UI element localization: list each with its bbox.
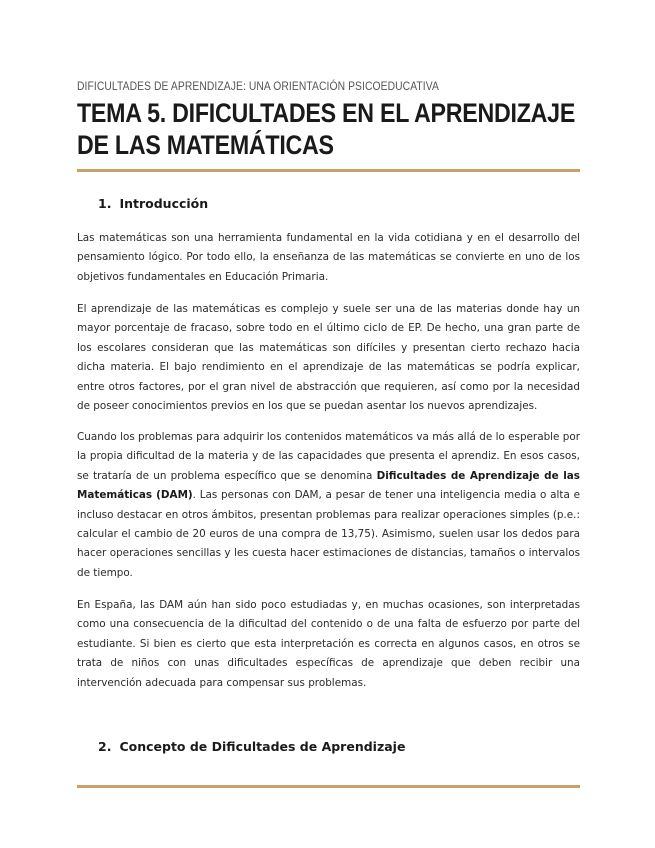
- paragraph-1: Las matemáticas son una herramienta fundamental en la vida cotidiana y en el desarrollo del pensamiento lógico. Por todo ello, la enseñanza de las matemáticas se convierte en uno de los objetivos fundamentales en Educación Primaria.: [77, 232, 580, 283]
- paragraph-4: En España, las DAM aún han sido poco estudiadas y, en muchas ocasiones, son interpretadas como una consecuencia de la dificultad del contenido o de una falta de esfuerzo por parte del estudiante. Si bien es cierto que esta interpretación es correcta en algunos casos, en otros se trata de niños con unas dificultades específicas de aprendizaje que deben recibir una intervención adecuada para compensar sus problemas.: [77, 599, 580, 689]
- paragraph-3: [77, 428, 580, 583]
- section-number: 2.: [98, 739, 112, 754]
- paragraph-3-text-before: Cuando los problemas para adquirir los contenidos matemáticos va más allá de lo esperable por la propia dificultad de la materia y de las capacidades que presenta el aprendiz. En esos casos, se trataría de un problema específico que se denomina: [77, 431, 580, 482]
- section-heading-concepto: [98, 739, 405, 754]
- section-divider: [77, 785, 580, 788]
- dam-term-bold: Dificultades de Aprendizaje de las Matemáticas (DAM): [77, 469, 580, 502]
- paragraph-2: El aprendizaje de las matemáticas es complejo y suele ser una de las materias donde hay un mayor porcentaje de fracaso, sobre todo en el último ciclo de EP. De hecho, una gran parte de los escolares consideran que las matemáticas son difíciles y presentan cierto rechazo hacia dicha materia. El bajo rendimiento en el aprendizaje de las matemáticas se podría explicar, entre otros factores, por el gran nivel de abstracción que requieren, así como por la necesidad de poseer conocimientos previos en los que se puedan asentar los nuevos aprendizajes.: [77, 303, 580, 413]
- paragraph-3-text-after: . Las personas con DAM, a pesar de tener una inteligencia media o alta e incluso destacar en otros ámbitos, presentan problemas para realizar operaciones simples (p.e.: calcular el cambio de 20 euros de una compra de 13,75). Asimismo, suelen usar los dedos para hacer operaciones sencillas y les cuesta hacer estimaciones de distancias, tamaños o intervalos de tiempo.: [77, 489, 581, 579]
- page-title: TEMA 5. DIFICULTADES EN EL APRENDIZAJE DE LAS MATEMÁTICAS: [77, 98, 576, 160]
- section-title: Introducción: [119, 196, 209, 211]
- section-number: 1.: [98, 196, 112, 211]
- title-divider: [77, 169, 580, 172]
- running-header: DIFICULTADES DE APRENDIZAJE: UNA ORIENTACIÓN PSICOEDUCATIVA: [77, 79, 439, 93]
- section-heading-introduccion: [98, 196, 208, 211]
- section-title: Concepto de Dificultades de Aprendizaje: [119, 739, 406, 754]
